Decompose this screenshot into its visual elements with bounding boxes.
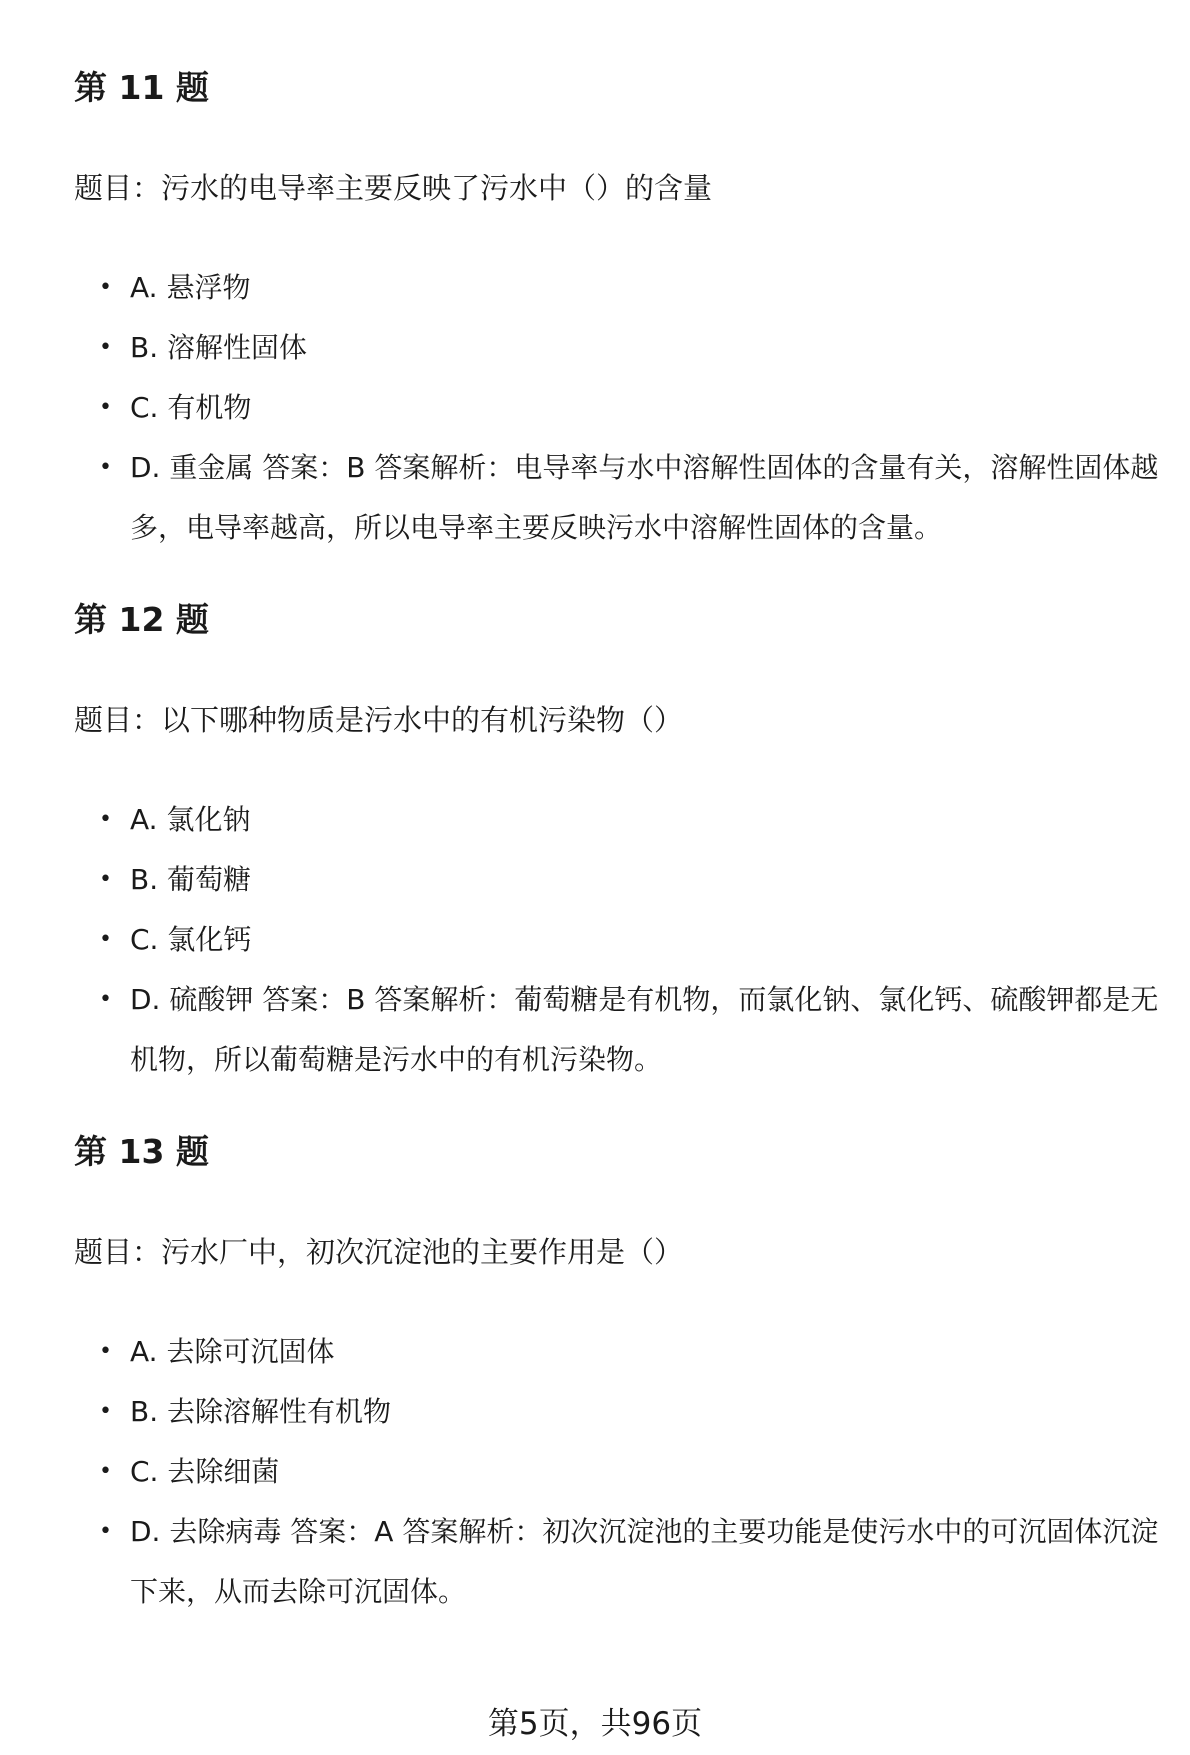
option-text: A. 氯化钠 [130,803,251,836]
option-c [74,1442,1174,1502]
option-text: A. 去除可沉固体 [130,1335,335,1368]
bullet-icon: • [99,335,112,360]
option-d-with-answer [74,1502,1174,1622]
bullet-icon: • [99,455,112,480]
option-a [74,1322,1174,1382]
option-text: B. 溶解性固体 [130,331,308,364]
bullet-icon: • [99,275,112,300]
option-text: D. 去除病毒 答案：A 答案解析：初次沉淀池的主要功能是使污水中的可沉固体沉淀下来，从而去除可沉固体。 [130,1515,1159,1608]
bullet-icon: • [99,927,112,952]
page-number: 第5页，共96页 [487,1706,703,1742]
option-text: A. 悬浮物 [130,271,251,304]
option-b [74,1382,1174,1442]
question-heading: 第 13 题 [74,1132,209,1171]
option-text: B. 去除溶解性有机物 [130,1395,392,1428]
option-text: C. 氯化钙 [130,923,252,956]
option-text: D. 重金属 答案：B 答案解析：电导率与水中溶解性固体的含量有关，溶解性固体越多，电导率越高，所以电导率主要反映污水中溶解性固体的含量。 [130,451,1159,544]
question-11 [74,66,1174,544]
question-heading: 第 11 题 [74,68,209,107]
option-text: C. 有机物 [130,391,252,424]
option-list [74,258,1174,558]
bullet-icon: • [99,395,112,420]
option-b [74,318,1174,378]
question-13 [74,1130,1174,1608]
option-c [74,910,1174,970]
bullet-icon: • [99,807,112,832]
question-12 [74,598,1174,1076]
bullet-icon: • [99,1519,112,1544]
question-stem: 题目：污水厂中，初次沉淀池的主要作用是（） [74,1235,684,1269]
option-a [74,790,1174,850]
option-a [74,258,1174,318]
bullet-icon: • [99,1459,112,1484]
option-list [74,1322,1174,1622]
question-stem: 题目：污水的电导率主要反映了污水中（）的含量 [74,171,713,205]
question-heading: 第 12 题 [74,600,209,639]
option-text: D. 硫酸钾 答案：B 答案解析：葡萄糖是有机物，而氯化钠、氯化钙、硫酸钾都是无机物，所以葡萄糖是污水中的有机污染物。 [130,983,1159,1076]
option-text: C. 去除细菌 [130,1455,280,1488]
bullet-icon: • [99,1399,112,1424]
option-d-with-answer [74,438,1174,558]
bullet-icon: • [99,1339,112,1364]
option-d-with-answer [74,970,1174,1090]
option-c [74,378,1174,438]
bullet-icon: • [99,867,112,892]
option-text: B. 葡萄糖 [130,863,252,896]
bullet-icon: • [99,987,112,1012]
question-stem: 题目：以下哪种物质是污水中的有机污染物（） [74,703,684,737]
option-list [74,790,1174,1090]
option-b [74,850,1174,910]
